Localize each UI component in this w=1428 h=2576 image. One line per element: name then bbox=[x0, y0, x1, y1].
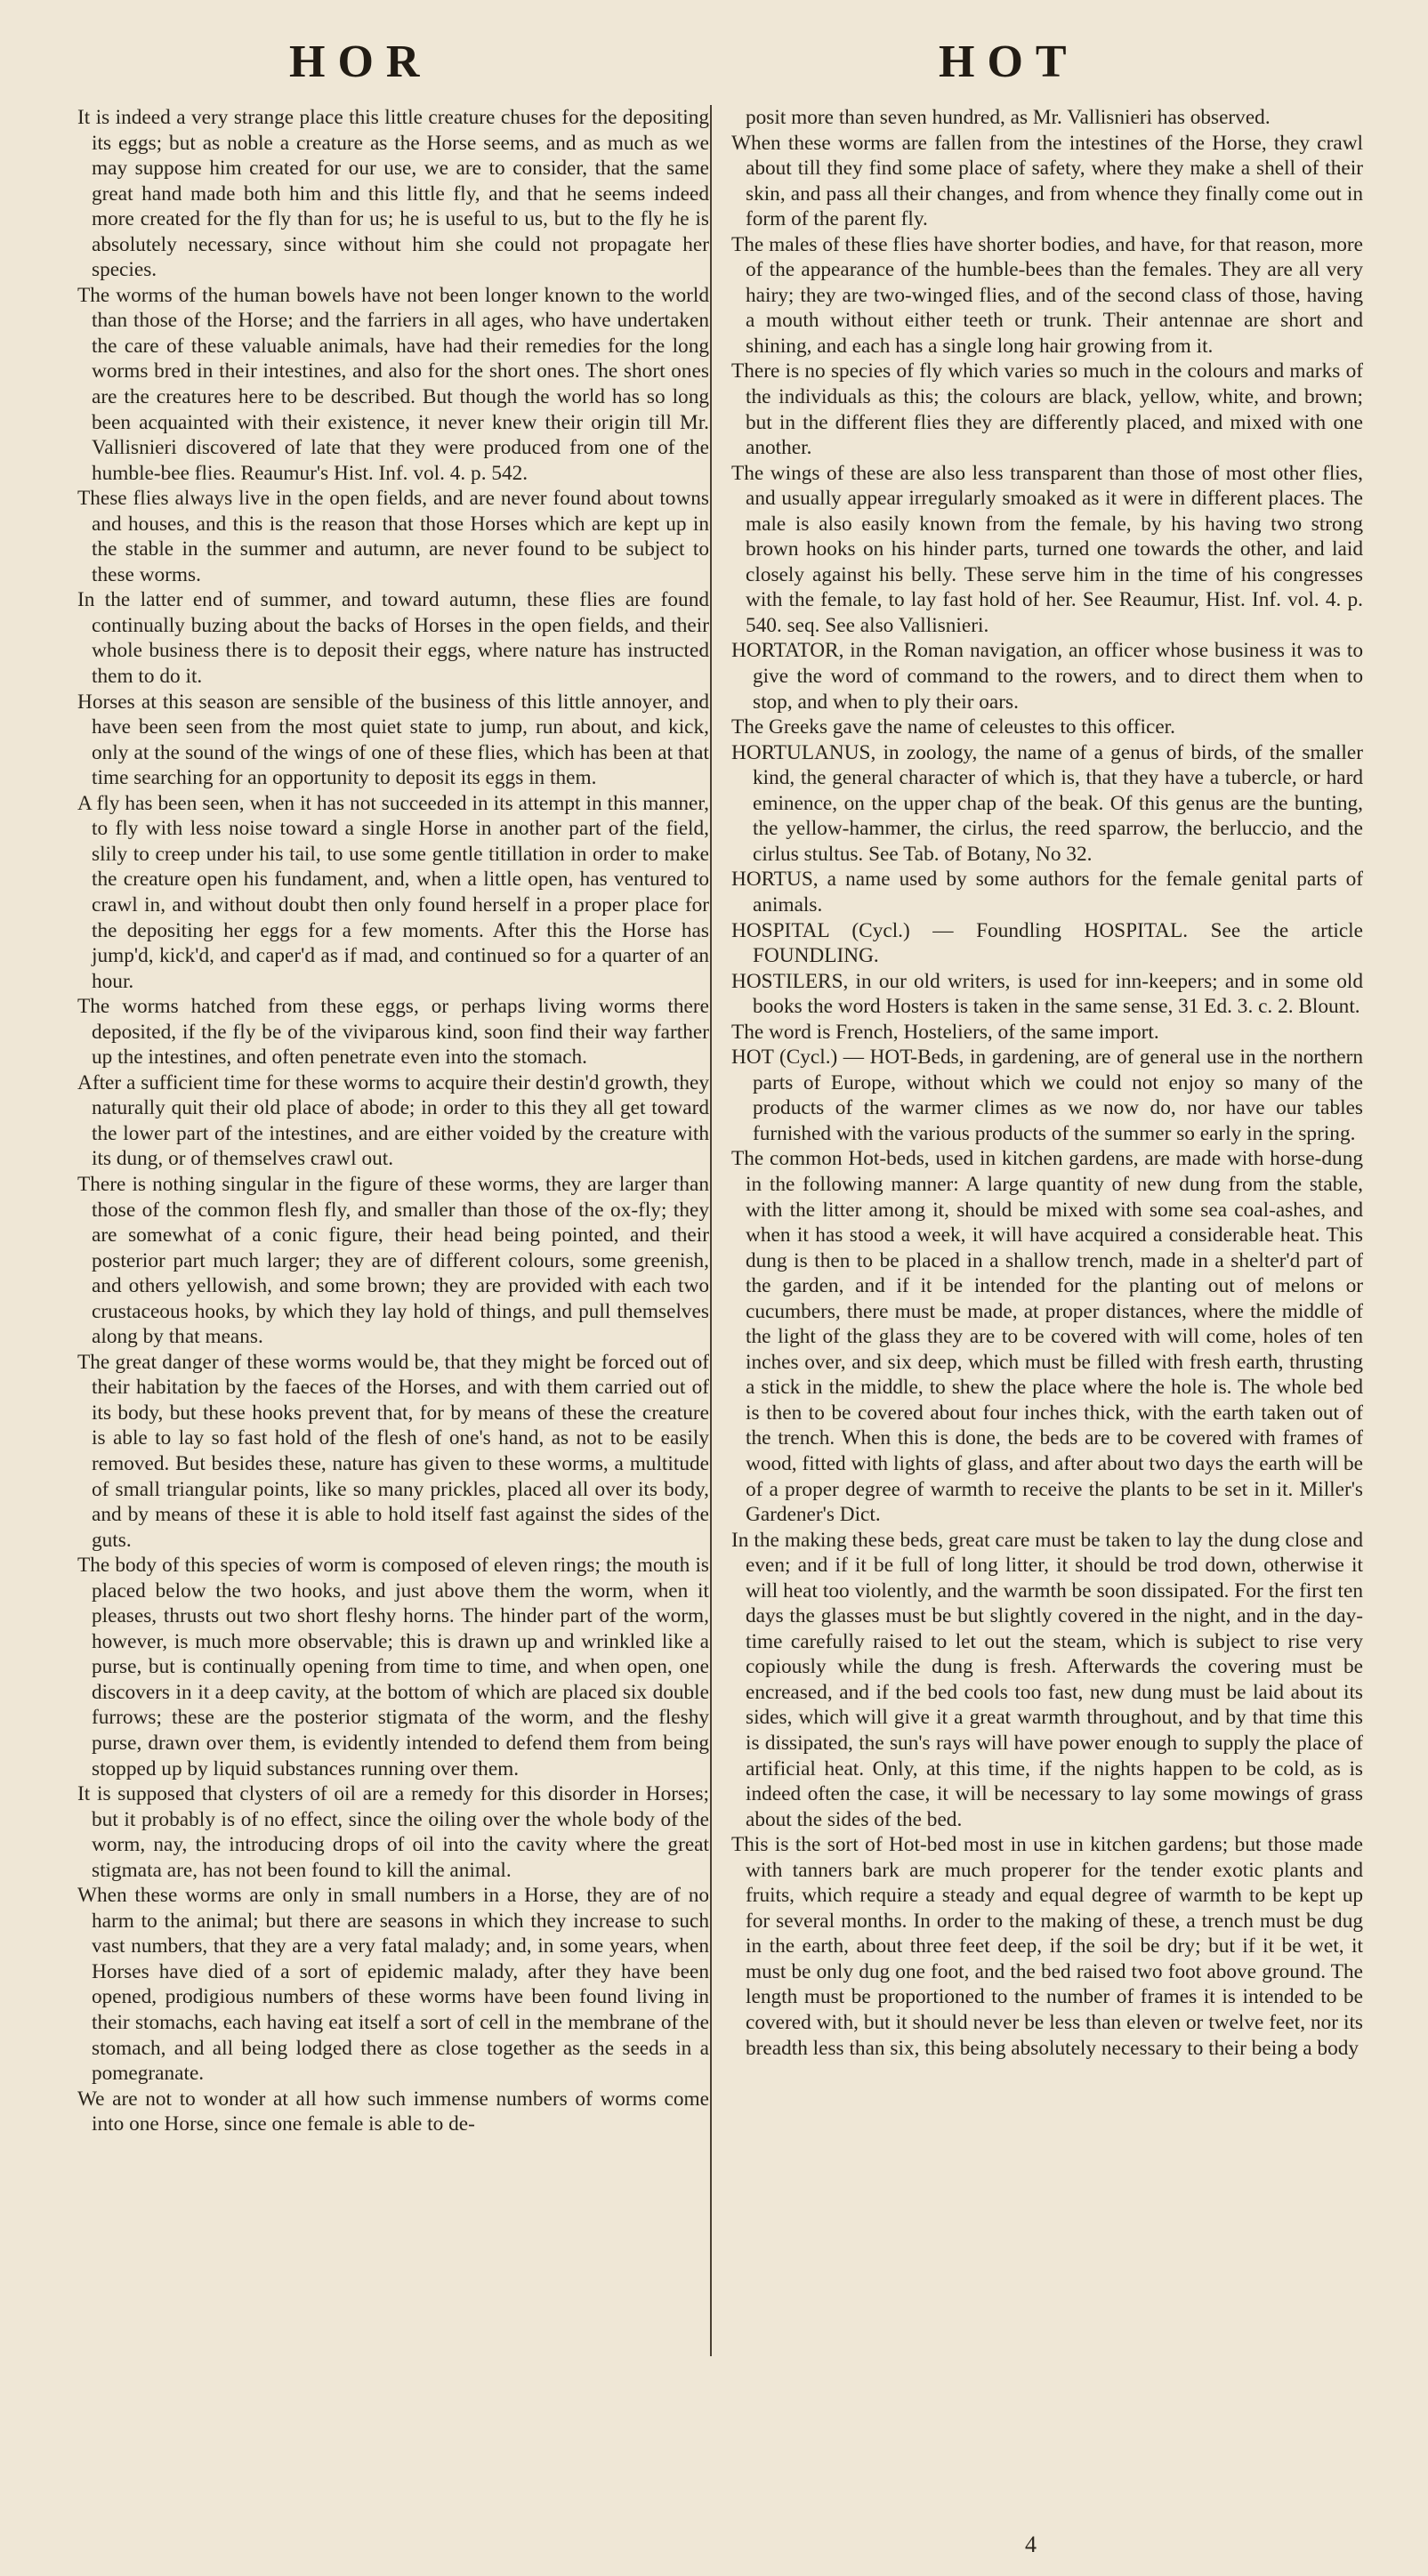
entry-hot: HOT (Cycl.) — HOT-Beds, in gardening, are of general use in the northern parts of Europe, without which we could not enjoy so many of the products of the warmer climes as we now do, nor have our tables furnished with the various products of the summer so early in the spring. bbox=[731, 1046, 1363, 1145]
paragraph: The worms of the human bowels have not been longer known to the world than those of the Horse; and the farriers in all ages, who have undertaken the care of these valuable animals, have had their remedies for the long worms bred in their intestines, and also for the short ones. The short ones are the creatures here to be described. But though the world has so long been acquainted with their existence, it never knew their origin till Mr. Vallisnieri discovered of late that they were produced from one of the humble-bee flies. Reaumur's Hist. Inf. vol. 4. p. 542. bbox=[77, 283, 709, 485]
paragraph-continuation: posit more than seven hundred, as Mr. Vallisnieri has observed. bbox=[746, 106, 1271, 129]
entry-hortulanus: HORTULANUS, in zoology, the name of a genus of birds, of the smaller kind, the general character of which is, that they have a tubercle, or hard eminence, on the upper chap of the beak. Of this genus are the bunting, the yellow-hammer, the cirlus, the reed sparrow, the berluccio, and the cirlus stultus. See Tab. of Botany, No 32. bbox=[731, 740, 1363, 866]
running-head-left: HOR bbox=[289, 36, 432, 87]
paragraph: The great danger of these worms would be, that they might be forced out of their habitation by the faeces of the Horses, and with them carried out of its body, but these hooks prevent that, for by means of these the creature is able to lay so fast hold of the flesh of one's hand, as not to be easily removed. But besides these, nature has given to these worms, a multitude of small triangular points, like so many prickles, placed all over its body, and by means of these it is able to hold itself fast against the sides of the guts. bbox=[77, 1350, 709, 1552]
left-column bbox=[77, 105, 709, 2507]
paragraph: When these worms are only in small numbers in a Horse, they are of no harm to the animal; but there are seasons in which they increase to such vast numbers, that they are a very fatal malady; and, in some years, when Horses have died of a sort of epidemic malady, after they have been opened, prodigious numbers of these worms have been found living in their stomachs, each having eat itself a sort of cell in the membrane of the stomach, and all being lodged there as close together as the seeds in a pomegranate. bbox=[77, 1884, 709, 2086]
entry-hortator: HORTATOR, in the Roman navigation, an officer whose business it was to give the word of command to the rowers, and to direct them when to stop, and when to ply their oars. bbox=[731, 639, 1363, 714]
paragraph: It is indeed a very strange place this little creature chuses for the depositing its eggs; but as noble a creature as the Horse seems, and as much as we may suppose him created for our use, we are to consider, that the same great hand made both him and this little fly, and that he seems indeed more created for the fly than for us; he is useful to us, but to the fly he is absolutely necessary, since without him she could not propagate her species. bbox=[77, 106, 709, 282]
paragraph: There is nothing singular in the figure of these worms, they are larger than those of the common flesh fly, and smaller than those of the ox-fly; they are somewhat of a conic figure, their head being pointed, and their posterior part much larger; they are of different colours, some greenish, and others yellowish, and some brown; they are provided with each two crustaceous hooks, by which they lay hold of things, and pull themselves along by that means. bbox=[77, 1172, 709, 1349]
page-number: 4 bbox=[1025, 2532, 1037, 2557]
paragraph: The worms hatched from these eggs, or perhaps living worms there deposited, if the fly be of the viviparous kind, soon find their way farther up the intestines, and often penetrate even into the stomach. bbox=[77, 995, 709, 1070]
paragraph: A fly has been seen, when it has not succeeded in its attempt in this manner, to fly with less noise toward a single Horse in another part of the field, slily to creep under his tail, to use some gentle titillation in order to make the creature open his fundament, and, when a little open, has ventured to crawl in, and without doubt then only found herself in a proper place for the depositing her eggs for a few moments. After this the Horse has jump'd, kick'd, and caper'd as if mad, and continued so for a quarter of an hour. bbox=[77, 791, 709, 993]
paragraph: The Greeks gave the name of celeustes to this officer. bbox=[731, 715, 1175, 739]
entry-hostilers: HOSTILERS, in our old writers, is used for inn-keepers; and in some old books the word Hosters is taken in the same sense, 31 Ed. 3. c. 2. Blount. bbox=[731, 969, 1363, 1019]
paragraph: There is no species of fly which varies so much in the colours and marks of the individuals as this; the colours are black, yellow, white, and brown; but in the different flies they are differently placed, and mixed with one another. bbox=[731, 359, 1363, 460]
paragraph: The word is French, Hosteliers, of the same import. bbox=[731, 1020, 1159, 1044]
paragraph: We are not to wonder at all how such immense numbers of worms come into one Horse, since one female is able to de- bbox=[77, 2087, 709, 2136]
entry-hospital: HOSPITAL (Cycl.) — Foundling HOSPITAL. See the article FOUNDLING. bbox=[731, 918, 1363, 968]
entry-hortus: HORTUS, a name used by some authors for the female genital parts of animals. bbox=[731, 868, 1363, 917]
paragraph: These flies always live in the open fields, and are never found about towns and houses, and this is the reason that those Horses which are kept up in the stable in the summer and autumn, are never found to be subject to these worms. bbox=[77, 487, 709, 586]
running-head-right: HOT bbox=[939, 36, 1079, 87]
paragraph: It is supposed that clysters of oil are a remedy for this disorder in Horses; but it probably is of no effect, since the oiling over the whole body of the worm, nay, the introducing drops of oil into the cavity where the great stigmata are, has not been found to kill the animal. bbox=[77, 1782, 709, 1882]
paragraph: In the latter end of summer, and toward autumn, these flies are found continually buzing about the backs of Horses in the open fields, and their whole business there is to deposit their eggs, where nature has instructed them to do it. bbox=[77, 588, 709, 689]
paragraph: In the making these beds, great care must be taken to lay the dung close and even; and if it be full of long litter, it should be trod down, otherwise it will heat too violently, and the warmth be soon dissipated. For the first ten days the glasses must be but slightly covered in the night, and in the day-time carefully raised to let out the steam, which is subject to rise very copiously while the dung is fresh. Afterwards the covering must be encreased, and if the bed cools too fast, new dung must be laid about its sides, which will give it a great warmth throughout, and by that time this is dissipated, the sun's rays will have power enough to supply the place of artificial heat. Only, at this time, if the nights happen to be cold, as is indeed often the case, it will be necessary to lay some mowings of grass about the sides of the bed. bbox=[731, 1528, 1363, 1831]
paragraph: The wings of these are also less transparent than those of most other flies, and usually appear irregularly smoaked as it were in different places. The male is also easily known from the female, by his having two strong brown hooks on his hinder parts, turned one towards the other, and laid closely against his belly. These serve him in the time of his congresses with the female, to lay fast hold of her. See Reaumur, Hist. Inf. vol. 4. p. 540. seq. See also Vallisnieri. bbox=[731, 461, 1363, 637]
paragraph: Horses at this season are sensible of the business of this little annoyer, and have been seen from the most quiet state to jump, run about, and kick, only at the sound of the wings of one of these flies, which has been at that time searching for an opportunity to deposit its eggs in them. bbox=[77, 690, 709, 790]
paragraph: The common Hot-beds, used in kitchen gardens, are made with horse-dung in the following manner: A large quantity of new dung from the stable, with the litter among it, should be mixed with some sea coal-ashes, and when it has stood a week, it will have acquired a considerable heat. This dung is then to be placed in a shallow trench, made in a shelter'd part of the garden, and if it be intended for the planting out of melons or cucumbers, there must be made, at proper distances, where the middle of the light of the glass they are to be covered with will come, holes of ten inches over, and six deep, which must be filled with fresh earth, thrusting a stick in the middle, to shew the place where the hole is. The whole bed is then to be covered about four inches thick, with the earth taken out of the trench. When this is done, the beds are to be covered with frames of wood, fitted with lights of glass, and after about two days the earth will be of a proper degree of warmth to receive the plants to be set in it. Miller's Gardener's Dict. bbox=[731, 1147, 1363, 1527]
paragraph: The males of these flies have shorter bodies, and have, for that reason, more of the appearance of the humble-bees than the females. They are all very hairy; they are two-winged flies, and of the second class of those, having a mouth without either teeth or trunk. Their antennae are short and shining, and each has a single long hair growing from it. bbox=[731, 232, 1363, 358]
column-divider bbox=[710, 105, 712, 2356]
paragraph: When these worms are fallen from the intestines of the Horse, they crawl about till they find some place of safety, where they make a shell of their skin, and pass all their changes, and from whence they finally come out in form of the parent fly. bbox=[731, 131, 1363, 231]
paragraph: The body of this species of worm is composed of eleven rings; the mouth is placed below the two hooks, and just above them the worm, when it pleases, thrusts out two short fleshy horns. The hinder part of the worm, however, is much more observable; this is drawn up and wrinkled like a purse, but is continually opening from time to time, and when open, one discovers in it a deep cavity, at the bottom of which are placed six double furrows; these are the posterior stigmata of the worm, and the fleshy purse, drawn over them, is evidently intended to defend them from being stopped up by liquid substances running over them. bbox=[77, 1554, 709, 1781]
paragraph: This is the sort of Hot-bed most in use in kitchen gardens; but those made with tanners bark are much properer for the tender exotic plants and fruits, which require a steady and equal degree of warmth to be kept up for several months. In order to the making of these, a trench must be dug in the earth, about three feet deep, if the soil be dry; but if it be wet, it must be only dug one foot, and the bed raised two foot above ground. The length must be proportioned to the number of frames it is intended to be covered with, but it should never be less than eleven or twelve feet, nor its breadth less than six, this being absolutely necessary to their being a body bbox=[731, 1833, 1363, 2060]
paragraph: After a sufficient time for these worms to acquire their destin'd growth, they naturally quit their old place of abode; in order to this they all get toward the lower part of the intestines, and are either voided by the creature with its dung, or of themselves crawl out. bbox=[77, 1070, 709, 1171]
right-column bbox=[731, 105, 1363, 2507]
